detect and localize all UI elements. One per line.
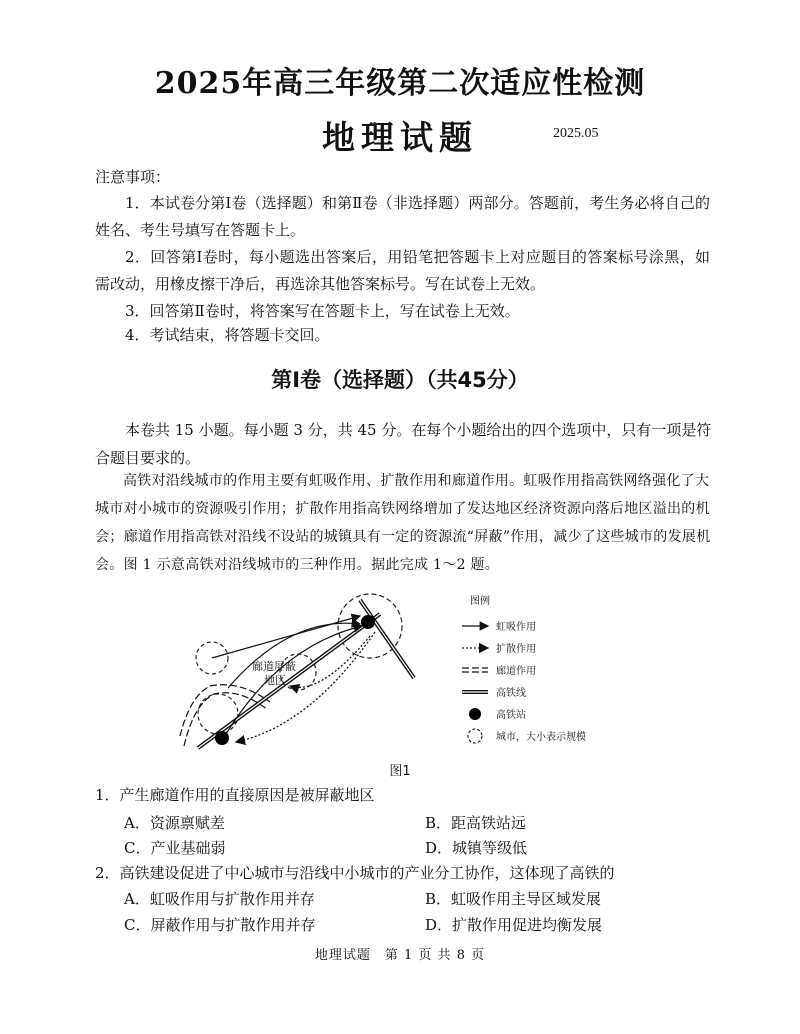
legend-siphon: 虹吸作用 xyxy=(496,622,536,633)
notice-item-1: 1．本试卷分第Ⅰ卷（选择题）和第Ⅱ卷（非选择题）两部分。答题前，考生务必将自己的姓名、考生号填写在答题卡上。 xyxy=(95,194,710,239)
notice-heading: 注意事项： xyxy=(95,168,171,186)
legend-diffusion: 扩散作用 xyxy=(496,644,536,655)
notice-item-2: 2．回答第Ⅰ卷时，每小题选出答案后，用铅笔把答题卡上对应题目的答案标号涂黑，如需改动，用橡皮擦干净后，再选涂其他答案标号。写在试卷上无效。 xyxy=(95,248,710,293)
legend-title: 图例 xyxy=(470,596,490,607)
q2-option-d: D．扩散作用促进均衡发展 xyxy=(425,916,603,934)
q2-option-c: C．屏蔽作用与扩散作用并存 xyxy=(124,916,316,934)
hsr-station-1 xyxy=(361,615,375,629)
legend xyxy=(462,594,586,743)
legend-city-symbol xyxy=(468,729,482,743)
siphon-arrow-1 xyxy=(212,616,360,658)
q2-option-b: B．虹吸作用主导区域发展 xyxy=(425,890,602,908)
figure-1-map xyxy=(170,586,630,776)
subject-title: 地理试题 xyxy=(322,118,478,157)
material-text: 高铁对沿线城市的作用主要有虹吸作用、扩散作用和廊道作用。虹吸作用指高铁网络强化了大城市对小城市的资源吸引作用；扩散作用指高铁网络增加了发达地区经济资源向落后地区溢出的机会；廊道作用指高铁对沿线不设站的城镇具有一定的资源流“屏蔽”作用，减少了这些城市的发展机会。图 1 示意高铁对沿线城市的三种作用。据此完成 1～2 题。 xyxy=(95,473,711,573)
legend-corridor: 廊道作用 xyxy=(496,666,536,677)
section-intro: 本卷共 15 小题。每小题 3 分，共 45 分。在每个小题给出的四个选项中，只有一项是符合题目要求的。 xyxy=(95,421,712,467)
q1-option-b: B．距高铁站远 xyxy=(425,814,527,832)
q1-option-a: A．资源禀赋差 xyxy=(124,814,225,832)
notice-item-4: 4．考试结束，将答题卡交回。 xyxy=(125,326,330,344)
region-label-2: 地区 xyxy=(264,674,286,687)
legend-city: 城市，大小表示规模 xyxy=(496,732,586,743)
legend-station: 高铁站 xyxy=(496,710,526,721)
diffusion-arrow-1 xyxy=(236,632,375,742)
legend-hsr: 高铁线 xyxy=(496,688,526,699)
section-title: 第Ⅰ卷（选择题）（共45分） xyxy=(271,368,529,392)
city-small-3 xyxy=(198,694,238,734)
notice-item-3: 3．回答第Ⅱ卷时，将答案写在答题卡上，写在试卷上无效。 xyxy=(125,302,520,320)
page-footer: 地理试题 第 1 页 共 8 页 xyxy=(314,948,486,963)
diffusion-arrow-2 xyxy=(290,636,370,687)
exam-date: 2025.05 xyxy=(553,126,599,141)
q2-option-a: A．虹吸作用与扩散作用并存 xyxy=(124,890,315,908)
q1-option-d: D．城镇等级低 xyxy=(425,839,528,857)
hsr-line xyxy=(198,600,414,748)
region-label-1: 廊道屏蔽 xyxy=(252,660,296,673)
figure-caption: 图1 xyxy=(389,764,411,779)
question-1-stem: 1．产生廊道作用的直接原因是被屏蔽地区 xyxy=(95,786,375,804)
legend-station-symbol xyxy=(469,708,481,720)
exam-title: 2025年高三年级第二次适应性检测 xyxy=(154,66,646,101)
q1-option-c: C．产业基础弱 xyxy=(124,839,226,857)
question-2-stem: 2．高铁建设促进了中心城市与沿线中小城市的产业分工协作，这体现了高铁的 xyxy=(95,864,615,882)
